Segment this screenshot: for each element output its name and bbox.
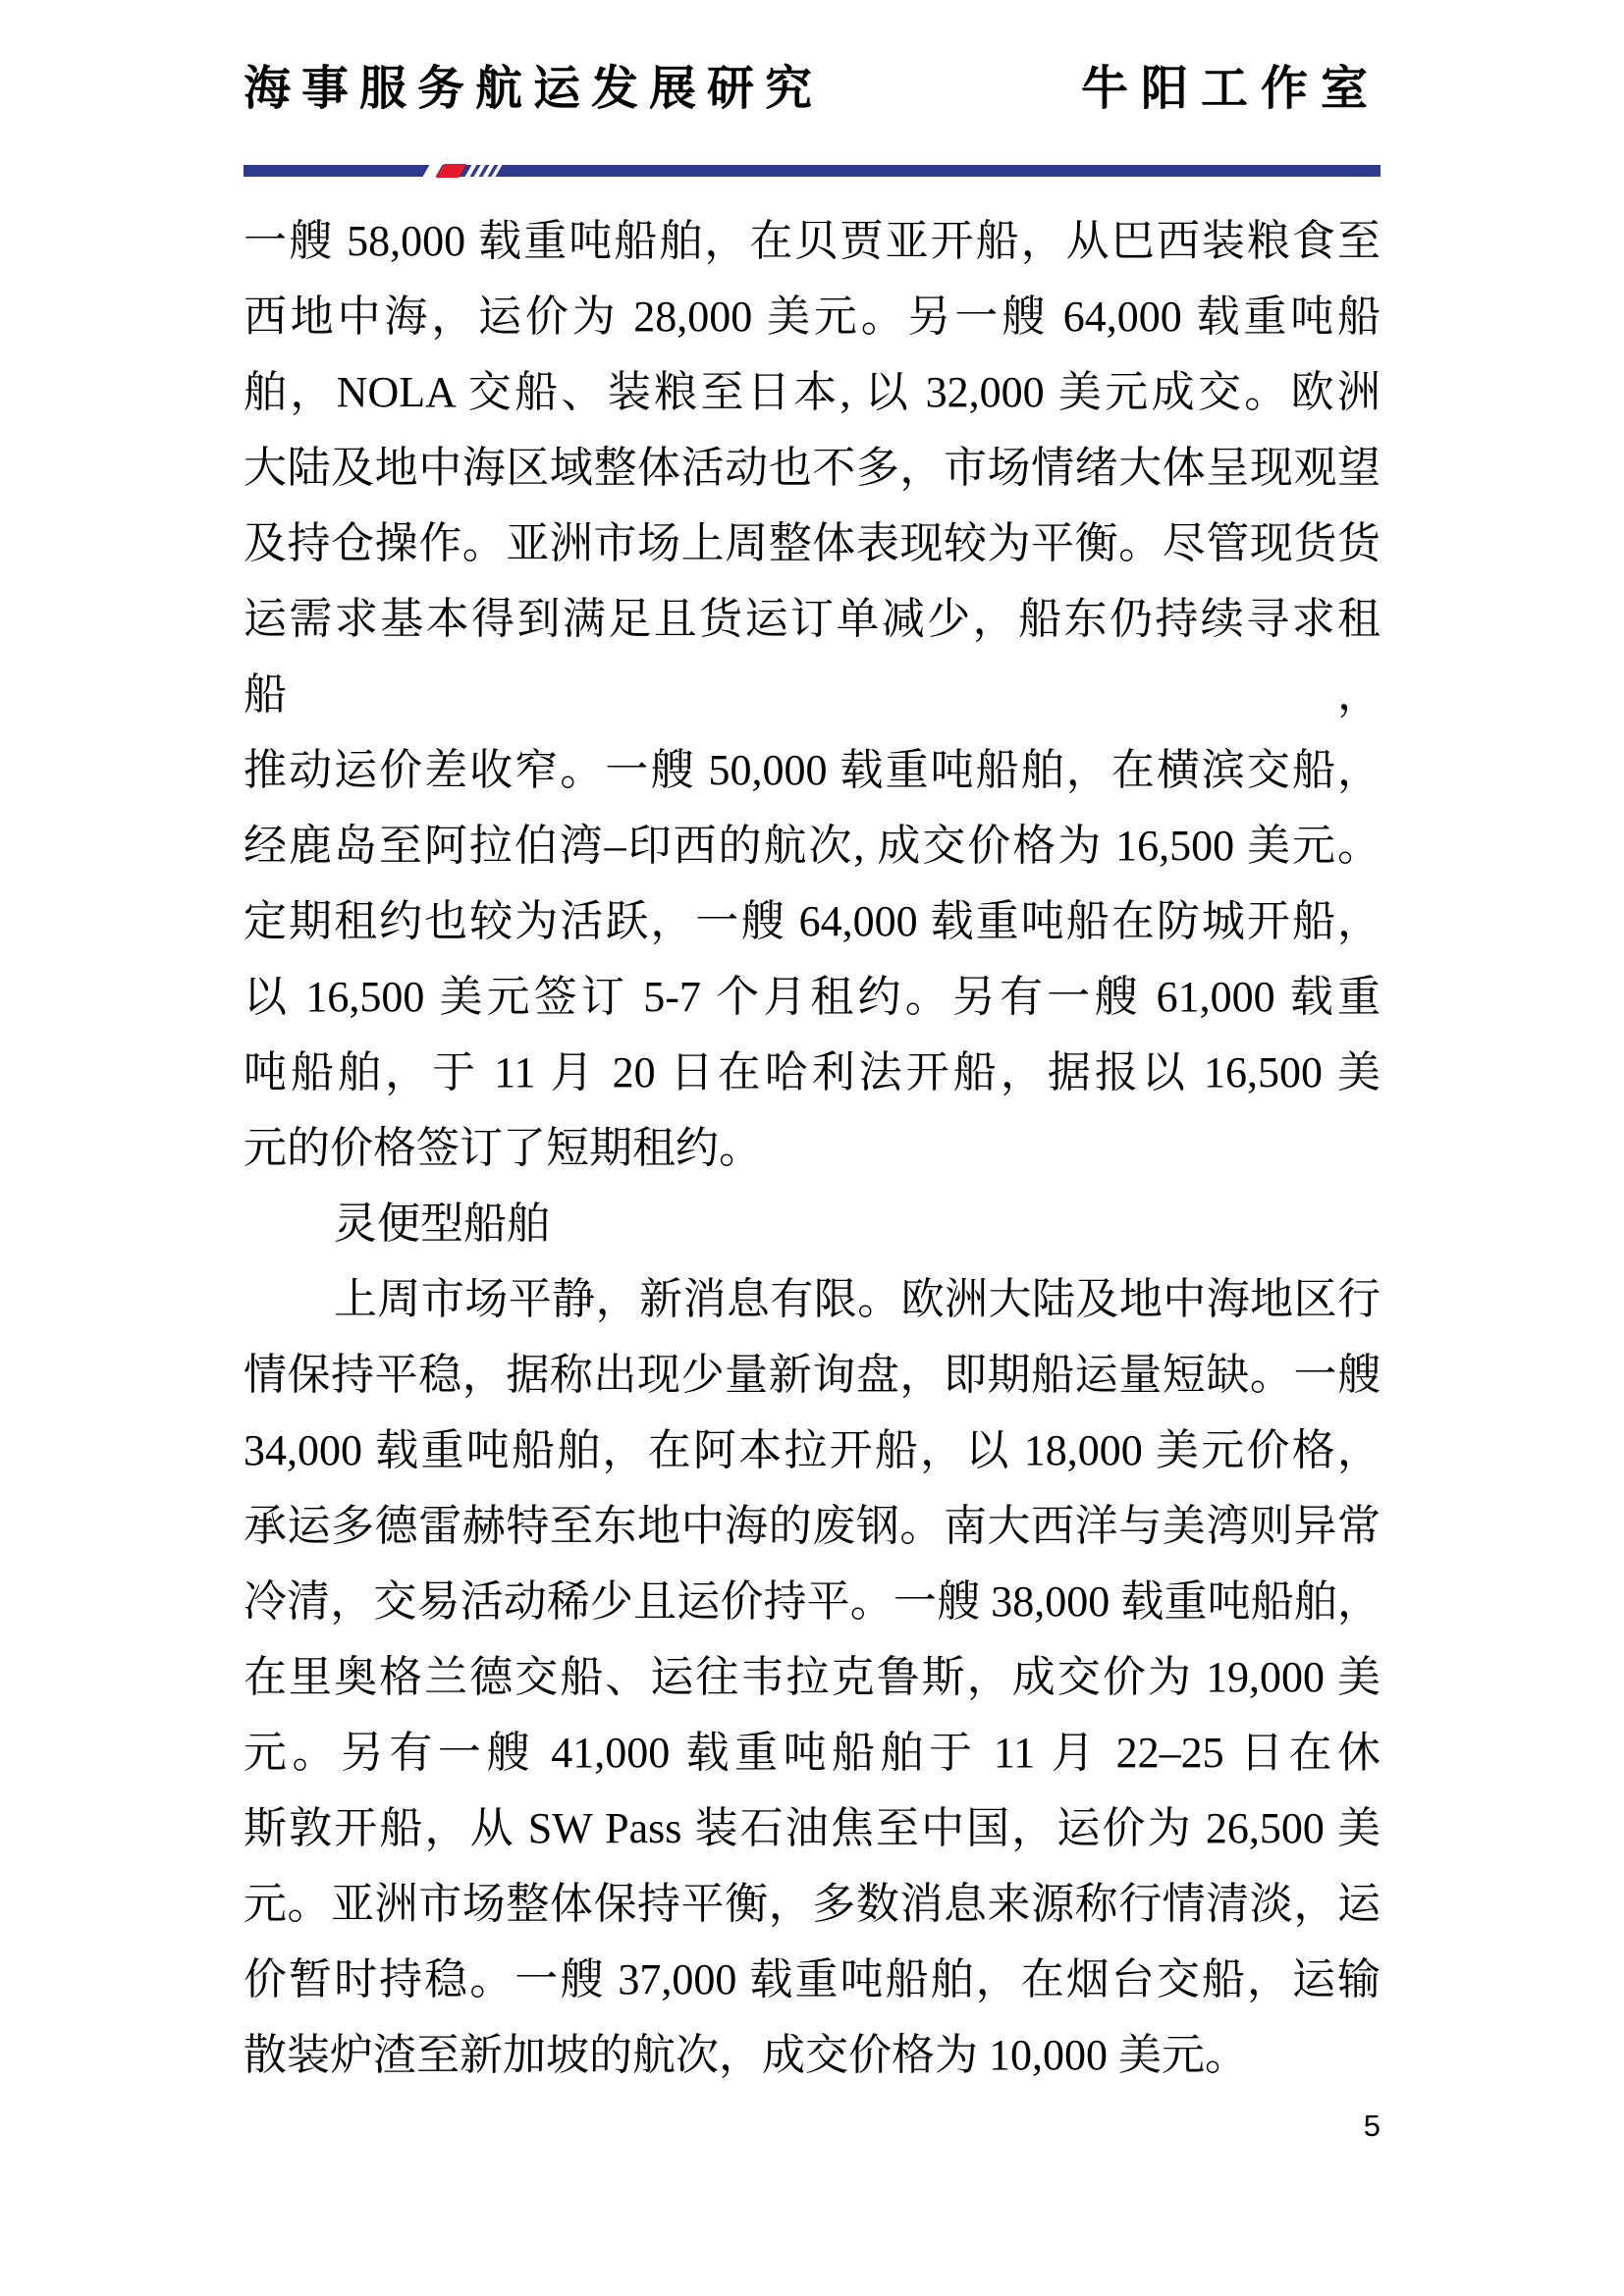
text-line: 定期租约也较为活跃，一艘 64,000 载重吨船在防城开船， bbox=[244, 897, 1380, 945]
text-line: 大陆及地中海区域整体活动也不多，市场情绪大体呈现观望 bbox=[244, 444, 1380, 492]
paragraph bbox=[244, 1186, 1380, 1261]
text-line: 及持仓操作。亚洲市场上周整体表现较为平衡。尽管现货货 bbox=[244, 519, 1380, 567]
text-line: 元。亚洲市场整体保持平衡，多数消息来源称行情清淡，运 bbox=[244, 1880, 1380, 1928]
text-line: 元的价格签订了短期租约。 bbox=[244, 1124, 762, 1172]
header-rule bbox=[244, 165, 1380, 177]
header-right-title: 牛阳工作室 bbox=[1080, 63, 1380, 115]
header-left-title: 海事服务航运发展研究 bbox=[244, 63, 824, 115]
body-text bbox=[244, 203, 1380, 2093]
paragraph bbox=[244, 1261, 1380, 2093]
page-footer bbox=[244, 2109, 1380, 2144]
text-line: 推动运价差收窄。一艘 50,000 载重吨船舶，在横滨交船， bbox=[244, 746, 1380, 794]
text-line: 经鹿岛至阿拉伯湾–印西的航次, 成交价格为 16,500 美元。 bbox=[244, 822, 1380, 870]
text-line: 价暂时持稳。一艘 37,000 载重吨船舶，在烟台交船，运输 bbox=[244, 1955, 1380, 2003]
text-line: 34,000 载重吨船舶，在阿本拉开船，以 18,000 美元价格， bbox=[244, 1426, 1380, 1474]
text-line: 元。另有一艘 41,000 载重吨船舶于 11 月 22–25 日在休 bbox=[244, 1729, 1380, 1777]
text-line: 运需求基本得到满足且货运订单减少，船东仍持续寻求租船， bbox=[244, 595, 1380, 719]
text-line: 冷清，交易活动稀少且运价持平。一艘 38,000 载重吨船舶， bbox=[244, 1577, 1380, 1626]
text-line: 在里奥格兰德交船、运往韦拉克鲁斯，成交价为 19,000 美 bbox=[244, 1653, 1380, 1701]
text-line: 舶，NOLA 交船、装粮至日本, 以 32,000 美元成交。欧洲 bbox=[244, 368, 1380, 416]
text-line: 情保持平稳，据称出现少量新询盘，即期船运量短缺。一艘 bbox=[244, 1351, 1380, 1399]
paragraph bbox=[244, 203, 1380, 1186]
text-line: 一艘 58,000 载重吨船舶，在贝贾亚开船，从巴西装粮食至 bbox=[244, 217, 1380, 265]
text-line: 斯敦开船，从 SW Pass 装石油焦至中国，运价为 26,500 美 bbox=[244, 1804, 1380, 1852]
text-line: 承运多德雷赫特至东地中海的废钢。南大西洋与美湾则异常 bbox=[244, 1502, 1380, 1550]
text-line: 吨船舶，于 11 月 20 日在哈利法开船，据报以 16,500 美 bbox=[244, 1048, 1380, 1096]
text-line: 上周市场平静，新消息有限。欧洲大陆及地中海地区行 bbox=[334, 1275, 1380, 1323]
page-header bbox=[244, 61, 1380, 118]
page-number: 5 bbox=[1363, 2109, 1380, 2143]
section-subtitle: 灵便型船舶 bbox=[334, 1200, 550, 1248]
text-line: 以 16,500 美元签订 5-7 个月租约。另有一艘 61,000 载重 bbox=[244, 973, 1380, 1021]
text-line: 西地中海，运价为 28,000 美元。另一艘 64,000 载重吨船 bbox=[244, 293, 1380, 341]
text-line: 散装炉渣至新加坡的航次，成交价格为 10,000 美元。 bbox=[244, 2031, 1248, 2079]
